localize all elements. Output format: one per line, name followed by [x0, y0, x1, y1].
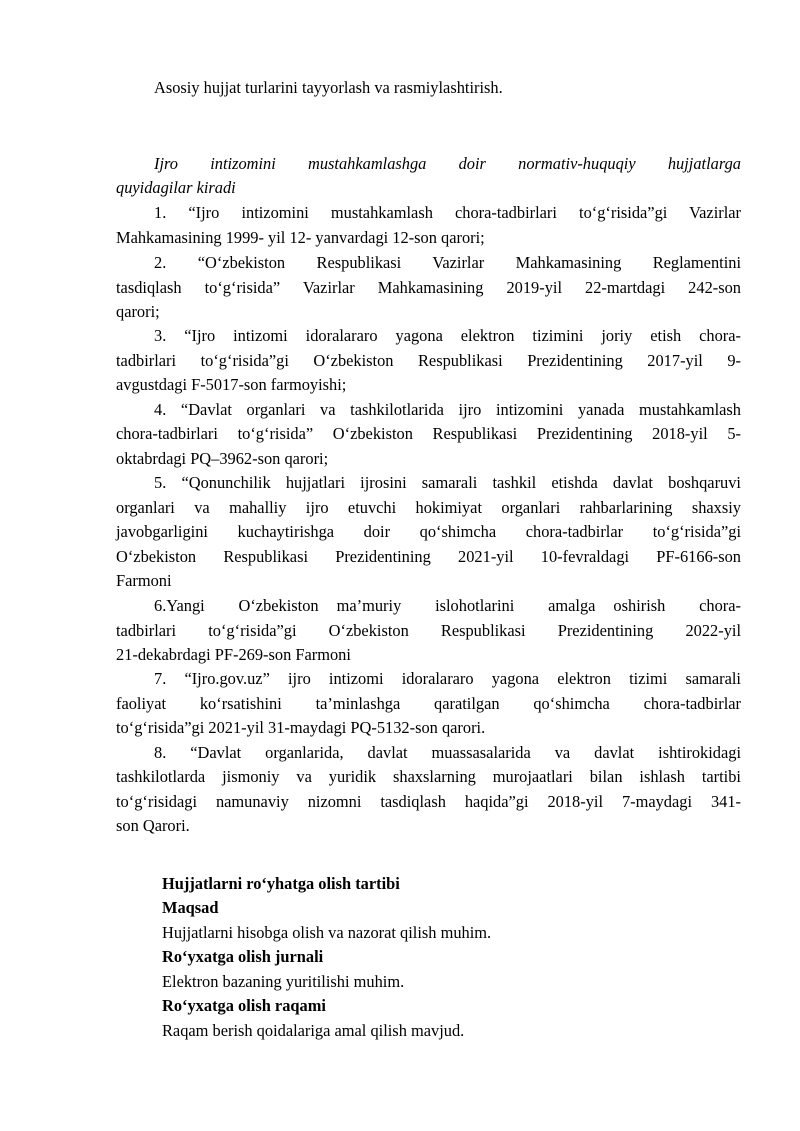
item-1-line-1: 1. “Ijro intizomini mustahkamlash chora-tadbirlari to‘g‘risida”gi Vazirlar — [154, 203, 741, 222]
item-5-line-2: organlari va mahalliy ijro etuvchi hokimiyat organlari rahbarlarining shaxsiy — [116, 498, 741, 517]
item-8-line-4: son Qarori. — [116, 816, 190, 835]
intro-line-2: quyidagilar kiradi — [116, 178, 236, 197]
item-2-line-3: qarori; — [116, 302, 160, 321]
number-text: Raqam berish qoidalariga amal qilish mavjud. — [162, 1021, 465, 1040]
item-6-line-2: tadbirlari to‘g‘risida”gi O‘zbekiston Respublikasi Prezidentining 2022-yil — [116, 621, 741, 640]
journal-text: Elektron bazaning yuritilishi muhim. — [162, 972, 405, 991]
item-1-line-2: Mahkamasining 1999- yil 12- yanvardagi 12-son qarori; — [116, 228, 485, 247]
item-3-line-1: 3. “Ijro intizomi idoralararo yagona elektron tizimini joriy etish chora- — [154, 326, 741, 345]
item-4-line-3: oktabrdagi PQ–3962-son qarori; — [116, 449, 329, 468]
item-5-line-5: Farmoni — [116, 571, 172, 590]
item-8-line-1: 8. “Davlat organlarida, davlat muassasalarida va davlat ishtirokidagi — [154, 743, 741, 762]
item-2-line-1: 2. “O‘zbekiston Respublikasi Vazirlar Mahkamasining Reglamentini — [154, 253, 741, 272]
registration-title: Hujjatlarni ro‘yhatga olish tartibi — [162, 874, 400, 893]
item-4-line-1: 4. “Davlat organlari va tashkilotlarida ijro intizomini yanada mustahkamlash — [154, 400, 741, 419]
item-8-line-3: to‘g‘risidagi namunaviy nizomni tasdiqlash haqida”gi 2018-yil 7-maydagi 341- — [116, 792, 741, 811]
item-5-line-1: 5. “Qonunchilik hujjatlari ijrosini samarali tashkil etishda davlat boshqaruvi — [154, 473, 741, 492]
item-6-part-2: ma’muriy islohotlarini amalga — [336, 596, 596, 615]
number-label: Ro‘yxatga olish raqami — [162, 996, 326, 1015]
document-heading: Asosiy hujjat turlarini tayyorlash va rasmiylashtirish. — [154, 78, 503, 97]
item-7-line-2: faoliyat ko‘rsatishini ta’minlashga qaratilgan qo‘shimcha chora-tadbirlar — [116, 694, 741, 713]
item-2-line-2: tasdiqlash to‘g‘risida” Vazirlar Mahkamasining 2019-yil 22-martdagi 242-son — [116, 278, 741, 297]
intro-line-1: Ijro intizomini mustahkamlashga doir normativ-huquqiy hujjatlarga — [154, 154, 741, 173]
item-6-line-3: 21-dekabrdagi PF-269-son Farmoni — [116, 645, 351, 664]
item-6-part-3: oshirish chora- — [613, 596, 741, 615]
item-6-part-1: 6.Yangi O‘zbekiston — [154, 596, 319, 615]
item-6-line-1 — [154, 598, 741, 614]
item-7-line-3: to‘g‘risida”gi 2021-yil 31-maydagi PQ-5132-son qarori. — [116, 718, 486, 737]
item-3-line-3: avgustdagi F-5017-son farmoyishi; — [116, 375, 347, 394]
item-3-line-2: tadbirlari to‘g‘risida”gi O‘zbekiston Respublikasi Prezidentining 2017-yil 9- — [116, 351, 741, 370]
journal-label: Ro‘yxatga olish jurnali — [162, 947, 324, 966]
item-5-line-4: O‘zbekiston Respublikasi Prezidentining 2021-yil 10-fevraldagi PF-6166-son — [116, 547, 741, 566]
item-8-line-2: tashkilotlarda jismoniy va yuridik shaxslarning murojaatlari bilan ishlash tartibi — [116, 767, 741, 786]
purpose-text: Hujjatlarni hisobga olish va nazorat qilish muhim. — [162, 923, 492, 942]
purpose-label: Maqsad — [162, 898, 219, 917]
item-5-line-3: javobgarligini kuchaytirishga doir qo‘shimcha chora-tadbirlar to‘g‘risida”gi — [116, 522, 741, 541]
item-7-line-1: 7. “Ijro.gov.uz” ijro intizomi idoralararo yagona elektron tizimi samarali — [154, 669, 741, 688]
item-4-line-2: chora-tadbirlari to‘g‘risida” O‘zbekiston Respublikasi Prezidentining 2018-yil 5- — [116, 424, 741, 443]
